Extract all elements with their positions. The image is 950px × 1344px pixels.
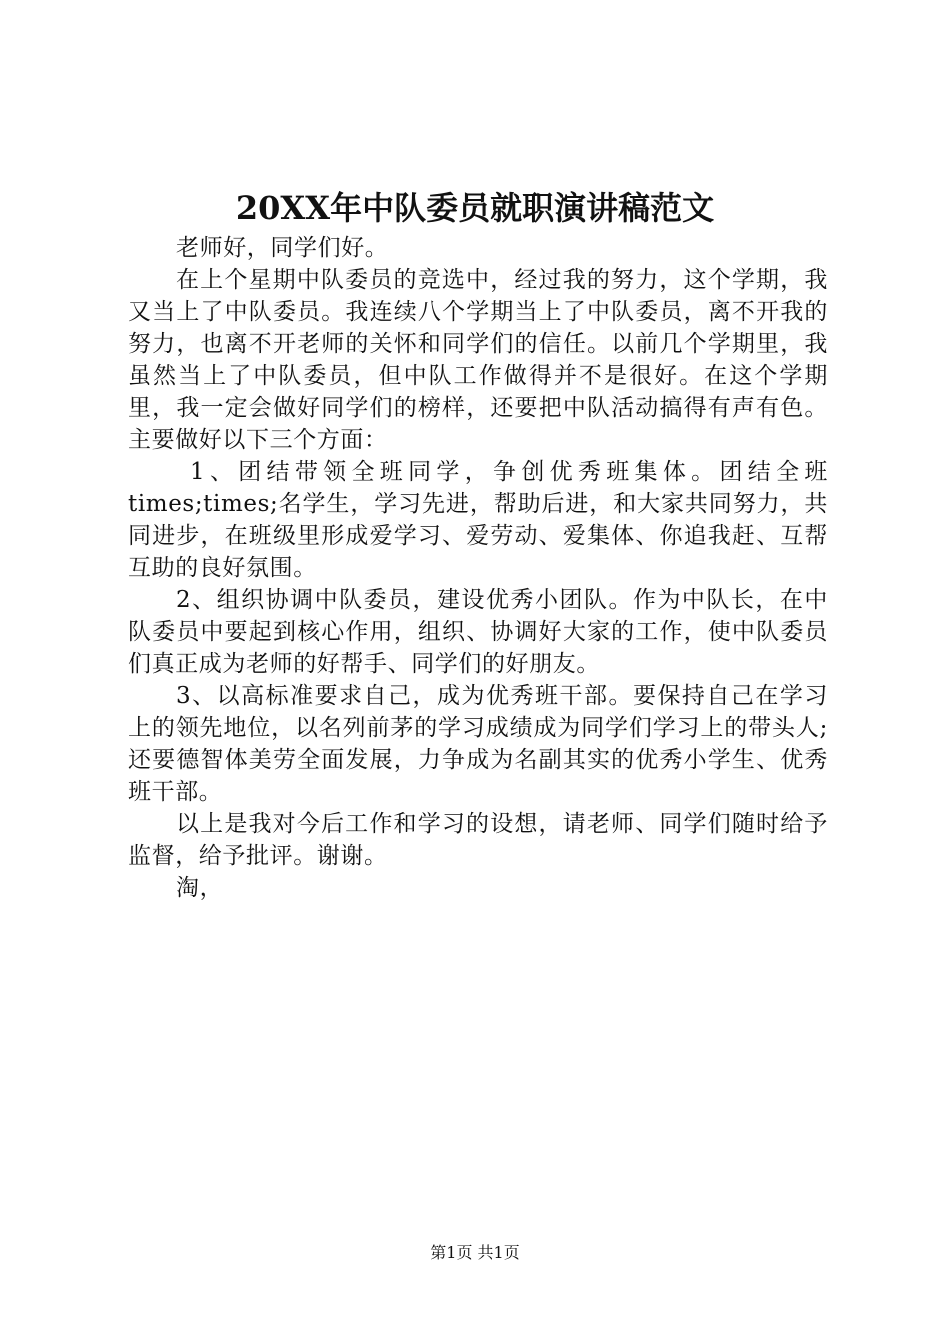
paragraph-point-2: 2、组织协调中队委员，建设优秀小团队。作为中队长，在中队委员中要起到核心作用，组织、协调好大家的工作，使中队委员们真正成为老师的好帮手、同学们的好朋友。: [128, 587, 828, 677]
paragraph-end: 淘，: [176, 875, 224, 901]
paragraph-greeting: 老师好，同学们好。: [176, 235, 389, 261]
document-title: 20XX年中队委员就职演讲稿范文: [235, 189, 715, 227]
paragraph-point-1: 1、团结带领全班同学，争创优秀班集体。团结全班times;times;名学生，学习先进，帮助后进，和大家共同努力，共同进步，在班级里形成爱学习、爱劳动、爱集体、你追我赶、互帮互助的良好氛围。: [128, 459, 828, 581]
paragraph-point-3: 3、以高标准要求自己，成为优秀班干部。要保持自己在学习上的领先地位，以名列前茅的学习成绩成为同学们学习上的带头人;还要德智体美劳全面发展，力争成为名副其实的优秀小学生、优秀班干部。: [128, 683, 828, 805]
document-body: [128, 232, 828, 904]
paragraph-intro: 在上个星期中队委员的竞选中，经过我的努力，这个学期，我又当上了中队委员。我连续八个学期当上了中队委员，离不开我的努力，也离不开老师的关怀和同学们的信任。以前几个学期里，我虽然当上了中队委员，但中队工作做得并不是很好。在这个学期里，我一定会做好同学们的榜样，还要把中队活动搞得有声有色。主要做好以下三个方面：: [128, 267, 828, 453]
page-footer: 第1页 共1页: [430, 1243, 520, 1262]
paragraph-closing: 以上是我对今后工作和学习的设想，请老师、同学们随时给予监督，给予批评。谢谢。: [128, 811, 828, 869]
